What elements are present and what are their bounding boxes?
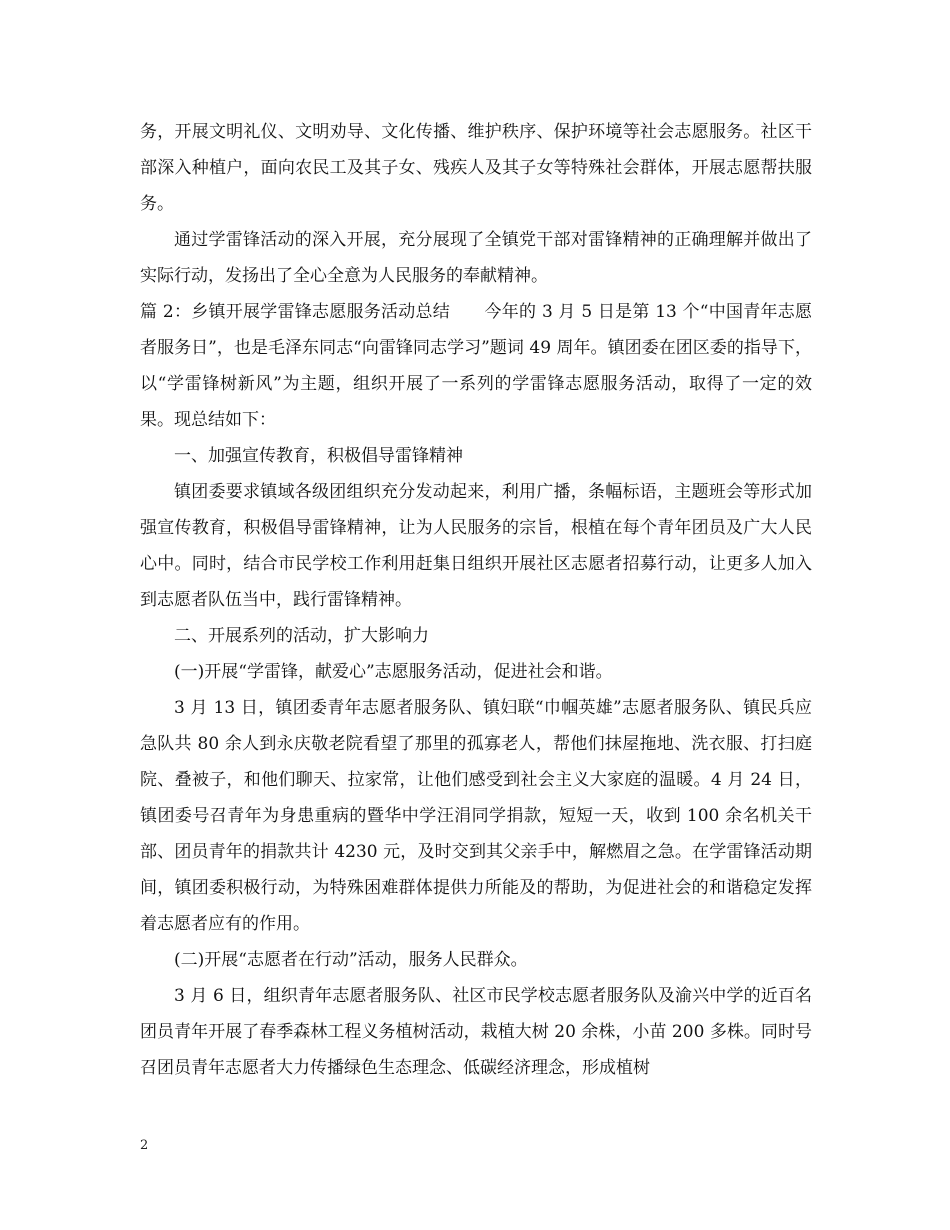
heading-1: 一、加强宣传教育，积极倡导雷锋精神 <box>174 446 463 466</box>
subheading-2: (二)开展“志愿者在行动”活动，服务人民群众。 <box>174 950 528 970</box>
page-number: 2 <box>140 1138 149 1153</box>
paragraph-10: 3 月 6 日，组织青年志愿者服务队、社区市民学校志愿者服务队及渝兴中学的近百名团员青年开展了春季森林工程义务植树活动，栽植大树 20 余株，小苗 200 多株。同时号召团员青年志愿者大力传播绿色生态理念、低碳经济理念，形成植树 <box>140 986 812 1078</box>
paragraph-2: 通过学雷锋活动的深入开展，充分展现了全镇党干部对雷锋精神的正确理解并做出了实际行动，发扬出了全心全意为人民服务的奉献精神。 <box>140 230 812 286</box>
heading-2: 二、开展系列的活动，扩大影响力 <box>174 626 429 646</box>
document-body <box>140 114 812 1086</box>
paragraph-3-section-title: 篇 2：乡镇开展学雷锋志愿服务活动总结 今年的 3 月 5 日是第 13 个“中国青年志愿者服务日”，也是毛泽东同志“向雷锋同志学习”题词 49 周年。镇团委在团区委的指导下，以“学雷锋树新风”为主题，组织开展了一系列的学雷锋志愿服务活动，取得了一定的效果。现总结如下： <box>140 302 812 430</box>
subheading-1: (一)开展“学雷锋，献爱心”志愿服务活动，促进社会和谐。 <box>174 662 613 682</box>
paragraph-5: 镇团委要求镇域各级团组织充分发动起来，利用广播，条幅标语，主题班会等形式加强宣传教育，积极倡导雷锋精神，让为人民服务的宗旨，根植在每个青年团员及广大人民心中。同时，结合市民学校工作利用赶集日组织开展社区志愿者招募行动，让更多人加入到志愿者队伍当中，践行雷锋精神。 <box>140 482 812 610</box>
paragraph-8: 3 月 13 日，镇团委青年志愿者服务队、镇妇联“巾帼英雄”志愿者服务队、镇民兵应急队共 80 余人到永庆敬老院看望了那里的孤寡老人，帮他们抹屋拖地、洗衣服、打扫庭院、叠被子，和他们聊天、拉家常，让他们感受到社会主义大家庭的温暖。4 月 24 日，镇团委号召青年为身患重病的暨华中学汪涓同学捐款，短短一天，收到 100 余名机关干部、团员青年的捐款共计 4230 元，及时交到其父亲手中，解燃眉之急。在学雷锋活动期间，镇团委积极行动，为特殊困难群体提供力所能及的帮助，为促进社会的和谐稳定发挥着志愿者应有的作用。 <box>140 698 812 934</box>
paragraph-1: 务，开展文明礼仪、文明劝导、文化传播、维护秩序、保护环境等社会志愿服务。社区干部深入种植户，面向农民工及其子女、残疾人及其子女等特殊社会群体，开展志愿帮扶服务。 <box>140 122 812 214</box>
